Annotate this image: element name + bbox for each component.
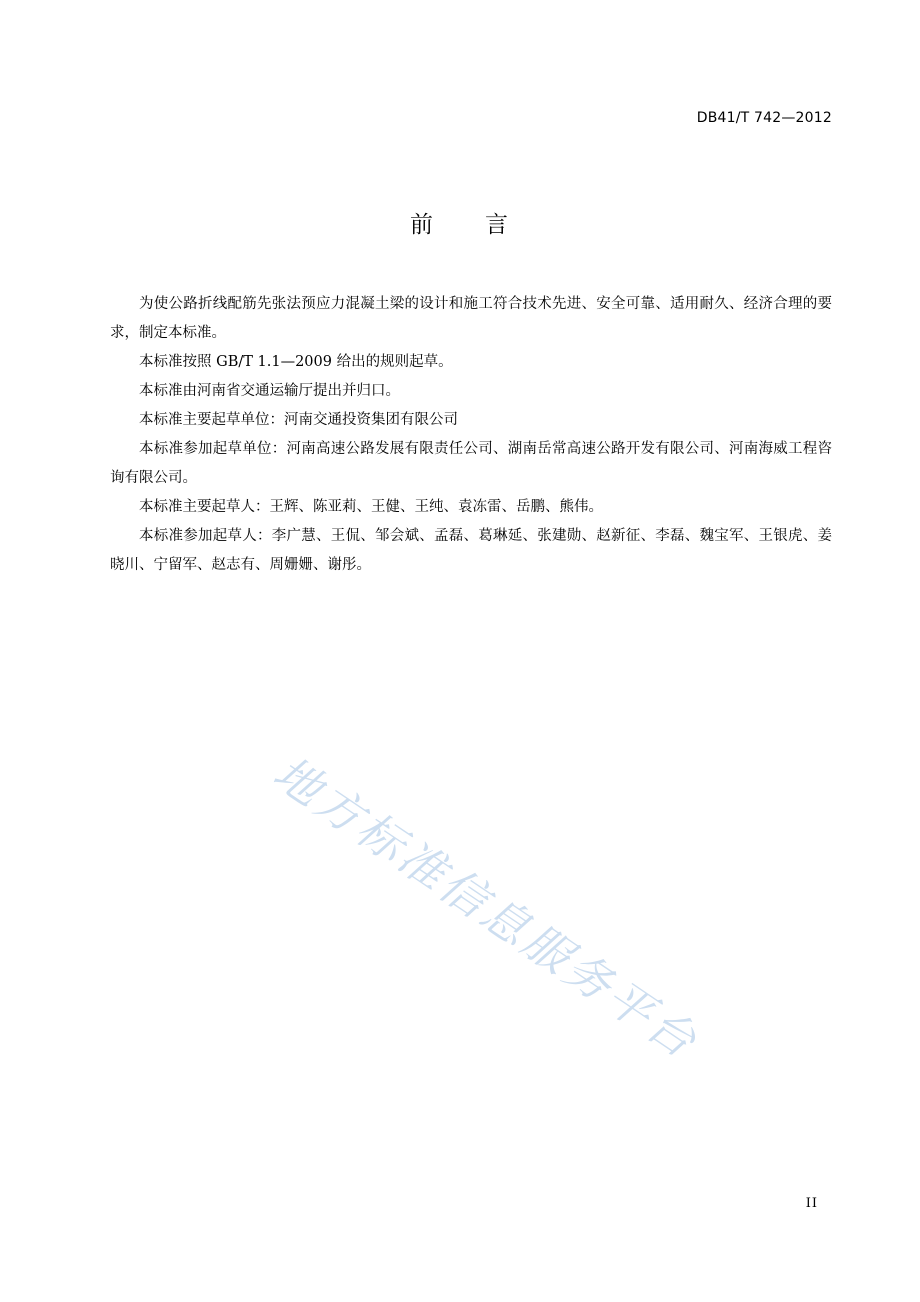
- paragraph-drafting-rules: 本标准按照 GB/T 1.1—2009 给出的规则起草。: [139, 354, 453, 370]
- paragraph-purpose: 为使公路折线配筋先张法预应力混凝土梁的设计和施工符合技术先进、安全可靠、适用耐久、经济合理的要求，制定本标准。: [110, 296, 832, 341]
- foreword-body: [110, 290, 832, 580]
- paragraph-main-drafters: 本标准主要起草人：王辉、陈亚莉、王健、王纯、袁冻雷、岳鹏、熊伟。: [139, 499, 603, 515]
- paragraph-participating-units: 本标准参加起草单位：河南高速公路发展有限责任公司、湖南岳常高速公路开发有限公司、河南海威工程咨询有限公司。: [110, 441, 832, 486]
- document-code: DB41/T 742—2012: [696, 110, 832, 126]
- paragraph-main-drafting-unit: 本标准主要起草单位：河南交通投资集团有限公司: [139, 412, 458, 428]
- paragraph-participating-drafters: 本标准参加起草人：李广慧、王侃、邹会斌、孟磊、葛琳延、张建勋、赵新征、李磊、魏宝军、王银虎、姜晓川、宁留军、赵志有、周姗姗、谢彤。: [110, 528, 832, 573]
- title-part-2: 言: [485, 212, 510, 238]
- page-number: II: [805, 1196, 818, 1211]
- title-part-1: 前: [410, 212, 435, 238]
- paragraph-proposer: 本标准由河南省交通运输厅提出并归口。: [139, 383, 400, 399]
- page-title: [0, 206, 920, 239]
- watermark: 地方标准信息服务平台: [263, 745, 709, 1070]
